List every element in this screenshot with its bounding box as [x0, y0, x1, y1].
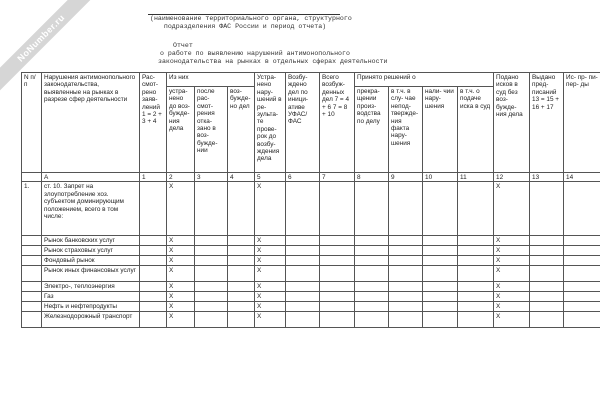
col-header-violations: Нарушения антимонопольного законодательства, выявленные на рынках в разрезе сфер деятельности	[42, 73, 140, 173]
row-number: 1.	[22, 182, 42, 236]
x-mark-cell: X	[494, 182, 530, 236]
empty-cell	[458, 292, 494, 302]
empty-cell	[140, 282, 167, 292]
x-mark-cell: X	[167, 256, 195, 266]
empty-cell	[355, 266, 389, 282]
empty-cell	[320, 282, 355, 292]
table-row	[22, 266, 600, 282]
x-mark-cell: X	[255, 182, 286, 236]
table-row	[22, 246, 600, 256]
empty-cell	[195, 256, 228, 266]
col-header-filed-court: Подано исков в суд без воз- бужде- ния дела	[494, 73, 530, 173]
empty-cell	[564, 246, 600, 256]
empty-cell	[228, 292, 255, 302]
row-label: Рынок страховых услуг	[42, 246, 140, 256]
empty-cell	[320, 302, 355, 312]
empty-cell	[530, 292, 564, 302]
index-cell: 11	[458, 173, 494, 182]
row-number	[22, 302, 42, 312]
empty-cell	[389, 302, 423, 312]
index-cell: А	[42, 173, 140, 182]
empty-cell	[530, 282, 564, 292]
empty-cell	[530, 302, 564, 312]
x-mark-cell: X	[255, 282, 286, 292]
empty-cell	[423, 236, 458, 246]
index-cell: 8	[355, 173, 389, 182]
empty-cell	[423, 256, 458, 266]
empty-cell	[458, 256, 494, 266]
empty-cell	[228, 266, 255, 282]
empty-cell	[228, 236, 255, 246]
empty-cell	[228, 302, 255, 312]
empty-cell	[389, 182, 423, 236]
empty-cell	[228, 182, 255, 236]
empty-cell	[195, 292, 228, 302]
empty-cell	[228, 246, 255, 256]
organ-name-caption: (наименование территориального органа, структурного	[150, 15, 352, 22]
x-mark-cell: X	[494, 246, 530, 256]
index-cell: 13	[530, 173, 564, 182]
empty-cell	[389, 292, 423, 302]
empty-cell	[355, 182, 389, 236]
empty-cell	[140, 266, 167, 282]
row-number	[22, 292, 42, 302]
index-cell: 5	[255, 173, 286, 182]
empty-cell	[458, 246, 494, 256]
empty-cell	[355, 256, 389, 266]
row-label: Газ	[42, 292, 140, 302]
empty-cell	[320, 236, 355, 246]
row-label: Фондовый рынок	[42, 256, 140, 266]
empty-cell	[530, 266, 564, 282]
sub-header-violation-found: нали- чии нару- шения	[423, 87, 458, 173]
col-header-num: N п/п	[22, 73, 42, 173]
sub-header-opened: воз- бужде- но дел	[228, 87, 255, 173]
empty-cell	[564, 256, 600, 266]
sub-header-refused: устра- нено до воз- бужде- ния дела	[167, 87, 195, 173]
empty-cell	[228, 312, 255, 328]
x-mark-cell: X	[255, 246, 286, 256]
organ-period-caption: подразделения ФАС России и период отчета)	[163, 23, 327, 30]
empty-cell	[320, 182, 355, 236]
sub-header-after-review: после рас- смот- рения отка- зано в воз- бужде- нии	[195, 87, 228, 173]
table-row	[22, 282, 600, 292]
empty-cell	[228, 282, 255, 292]
empty-cell	[389, 246, 423, 256]
empty-cell	[458, 236, 494, 246]
row-label: ст. 10. Запрет на злоупотребление хоз. субъектом доминирующим положением, всего в том числе:	[42, 182, 140, 236]
sub-header-including-lawsuit: в т.ч. о подаче иска в суд	[458, 87, 494, 173]
row-label: Рынок иных финансовых услуг	[42, 266, 140, 282]
empty-cell	[458, 302, 494, 312]
empty-cell	[564, 266, 600, 282]
empty-cell	[564, 236, 600, 246]
table-row	[22, 182, 600, 236]
row-label: Нефть и нефтепродукты	[42, 302, 140, 312]
empty-cell	[286, 312, 320, 328]
x-mark-cell: X	[494, 312, 530, 328]
empty-cell	[530, 236, 564, 246]
empty-cell	[140, 246, 167, 256]
empty-cell	[355, 292, 389, 302]
empty-cell	[140, 292, 167, 302]
empty-cell	[320, 292, 355, 302]
x-mark-cell: X	[255, 266, 286, 282]
table-row	[22, 302, 600, 312]
empty-cell	[389, 256, 423, 266]
empty-cell	[228, 256, 255, 266]
empty-cell	[564, 182, 600, 236]
row-number	[22, 256, 42, 266]
empty-cell	[320, 246, 355, 256]
empty-cell	[286, 302, 320, 312]
index-cell: 14	[564, 173, 600, 182]
col-header-executed: Ис- пр- пи- пер- ды	[564, 73, 600, 173]
empty-cell	[530, 182, 564, 236]
x-mark-cell: X	[494, 302, 530, 312]
row-number	[22, 236, 42, 246]
data-rows	[22, 182, 600, 328]
empty-cell	[195, 302, 228, 312]
empty-cell	[286, 282, 320, 292]
index-cell: 7	[320, 173, 355, 182]
x-mark-cell: X	[167, 302, 195, 312]
empty-cell	[320, 266, 355, 282]
empty-cell	[355, 236, 389, 246]
index-cell: 12	[494, 173, 530, 182]
row-label: Железнодорожный транспорт	[42, 312, 140, 328]
empty-cell	[355, 312, 389, 328]
row-label: Электро-, теплоэнергия	[42, 282, 140, 292]
col-header-decisions: Принято решений о	[355, 73, 494, 87]
col-header-initiated: Возбу- ждено дел по иници- ативе УФАС/ ФАС	[286, 73, 320, 173]
empty-cell	[286, 266, 320, 282]
empty-cell	[320, 312, 355, 328]
index-cell: 9	[389, 173, 423, 182]
empty-cell	[320, 256, 355, 266]
x-mark-cell: X	[167, 236, 195, 246]
empty-cell	[530, 312, 564, 328]
x-mark-cell: X	[494, 282, 530, 292]
empty-cell	[423, 266, 458, 282]
empty-cell	[458, 312, 494, 328]
col-header-considered: Рас- смот- рено заяв- лений 1 = 2 + 3 + 4	[140, 73, 167, 173]
empty-cell	[530, 246, 564, 256]
empty-cell	[140, 182, 167, 236]
index-row	[22, 173, 600, 182]
empty-cell	[140, 312, 167, 328]
empty-cell	[423, 292, 458, 302]
empty-cell	[195, 182, 228, 236]
empty-cell	[286, 292, 320, 302]
x-mark-cell: X	[255, 312, 286, 328]
x-mark-cell: X	[255, 236, 286, 246]
empty-cell	[423, 246, 458, 256]
x-mark-cell: X	[167, 282, 195, 292]
report-subtitle-1: о работе по выявлению нарушений антимонопольного	[160, 50, 350, 57]
sub-header-including-not-confirmed: в т.ч. в слу- чае непод- твержде- ния факта нару- шения	[389, 87, 423, 173]
empty-cell	[458, 266, 494, 282]
table-row	[22, 236, 600, 246]
empty-cell	[458, 182, 494, 236]
x-mark-cell: X	[167, 292, 195, 302]
empty-cell	[286, 182, 320, 236]
col-header-of-them: Из них	[167, 73, 255, 87]
col-header-prescriptions: Выдано пред- писаний 13 = 15 + 16 + 17	[530, 73, 564, 173]
x-mark-cell: X	[255, 302, 286, 312]
index-cell: 6	[286, 173, 320, 182]
report-table	[21, 72, 600, 328]
empty-cell	[286, 256, 320, 266]
empty-cell	[355, 282, 389, 292]
empty-cell	[140, 302, 167, 312]
empty-cell	[195, 246, 228, 256]
empty-cell	[195, 282, 228, 292]
empty-cell	[423, 282, 458, 292]
empty-cell	[195, 312, 228, 328]
index-cell: 10	[423, 173, 458, 182]
row-label: Рынок банковских услуг	[42, 236, 140, 246]
report-subtitle-2: законодательства на рынках в отдельных сферах деятельности	[158, 58, 388, 65]
empty-cell	[423, 312, 458, 328]
empty-cell	[389, 266, 423, 282]
x-mark-cell: X	[494, 266, 530, 282]
empty-cell	[423, 302, 458, 312]
empty-cell	[564, 282, 600, 292]
x-mark-cell: X	[167, 246, 195, 256]
x-mark-cell: X	[494, 292, 530, 302]
empty-cell	[195, 266, 228, 282]
x-mark-cell: X	[167, 266, 195, 282]
empty-cell	[355, 302, 389, 312]
x-mark-cell: X	[494, 236, 530, 246]
empty-cell	[564, 292, 600, 302]
index-cell: 1	[140, 173, 167, 182]
sub-header-terminated: прекра- щении произ- водства по делу	[355, 87, 389, 173]
watermark-text: NoNumber.ru	[15, 12, 67, 64]
row-number	[22, 266, 42, 282]
row-number	[22, 246, 42, 256]
empty-cell	[389, 236, 423, 246]
empty-cell	[286, 246, 320, 256]
col-header-established: Устра- нено нару- шений в ре- зульта- те прове- рок до возбу- ждения дела	[255, 73, 286, 173]
empty-cell	[195, 236, 228, 246]
table-row	[22, 256, 600, 266]
empty-cell	[564, 312, 600, 328]
x-mark-cell: X	[255, 292, 286, 302]
empty-cell	[530, 256, 564, 266]
index-cell: 3	[195, 173, 228, 182]
index-cell: 2	[167, 173, 195, 182]
empty-cell	[355, 246, 389, 256]
empty-cell	[389, 312, 423, 328]
x-mark-cell: X	[494, 256, 530, 266]
x-mark-cell: X	[167, 182, 195, 236]
empty-cell	[286, 236, 320, 246]
x-mark-cell: X	[255, 256, 286, 266]
row-number	[22, 312, 42, 328]
empty-cell	[458, 282, 494, 292]
empty-cell	[389, 282, 423, 292]
table-row	[22, 312, 600, 328]
empty-cell	[140, 256, 167, 266]
x-mark-cell: X	[167, 312, 195, 328]
empty-cell	[423, 182, 458, 236]
row-number	[22, 282, 42, 292]
empty-cell	[564, 302, 600, 312]
table-row	[22, 292, 600, 302]
col-header-total-cases: Всего возбуж- денных дел 7 = 4 + 6 7 = 8 + 10	[320, 73, 355, 173]
report-title: Отчет	[173, 42, 193, 49]
index-cell: 4	[228, 173, 255, 182]
empty-cell	[140, 236, 167, 246]
